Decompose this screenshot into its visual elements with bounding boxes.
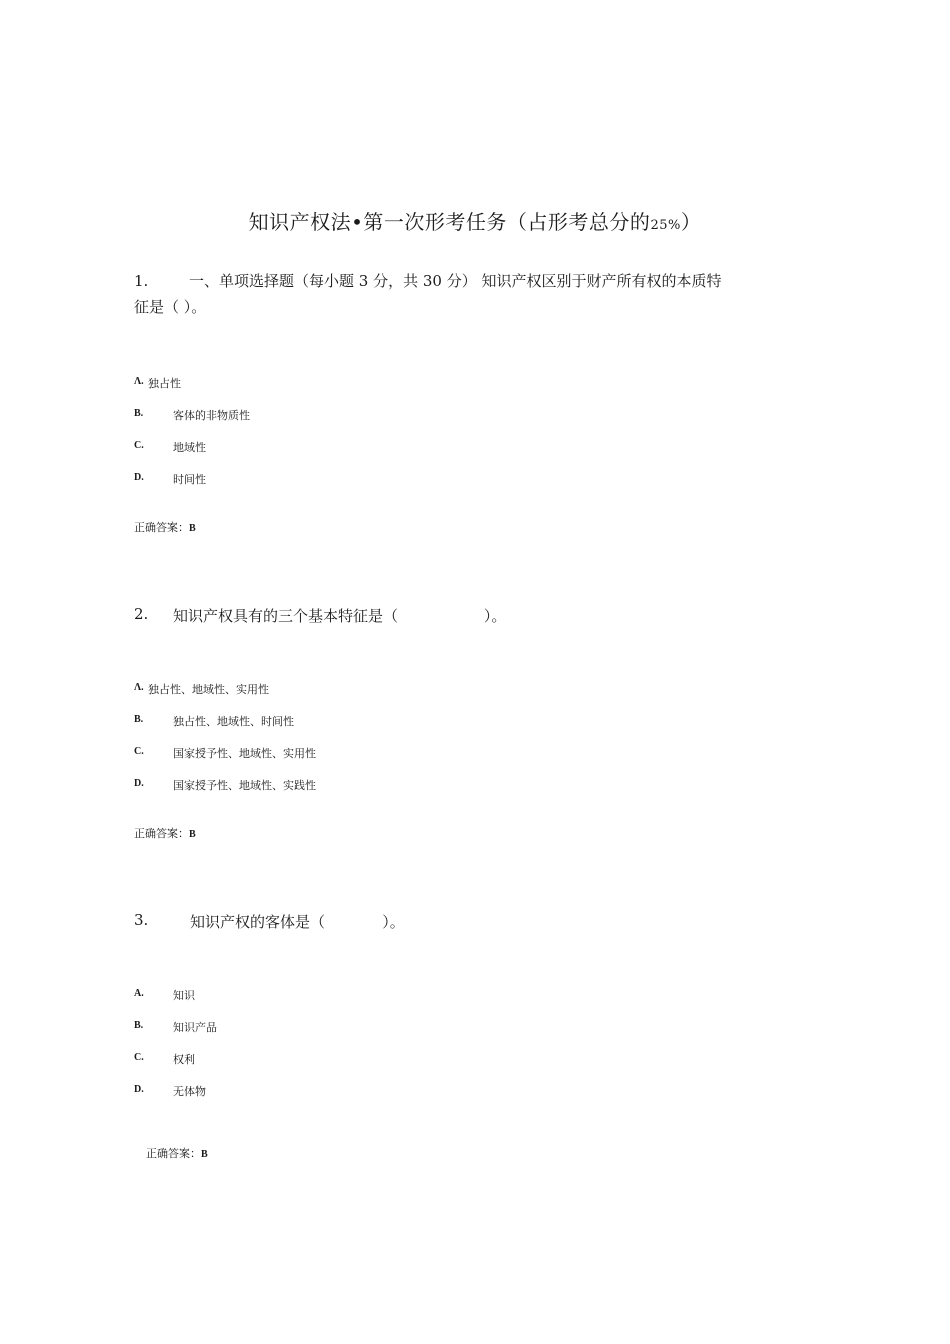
- option-letter: Λ.: [134, 376, 144, 387]
- answer-value: B: [189, 829, 196, 840]
- option-letter: C.: [134, 746, 144, 757]
- question-text-line-1: 一、单项选择题（每小题 3 分，共 30 分） 知识产权区别于财产所有权的本质特: [189, 272, 722, 290]
- option-letter: D.: [134, 472, 144, 483]
- question-number: 1.: [134, 272, 149, 290]
- option-text: 客体的非物质性: [173, 409, 250, 422]
- answer-value: B: [201, 1149, 208, 1160]
- option-text: 权利: [173, 1053, 195, 1066]
- question-number: 2.: [134, 605, 149, 623]
- question-number: 3.: [134, 911, 149, 929]
- option-text: 知识: [173, 989, 195, 1002]
- option-text: 国家授予性、地域性、实践性: [173, 779, 316, 792]
- question-text: 知识产权的客体是（ ）。: [190, 913, 405, 931]
- page-title: [0, 206, 950, 235]
- correct-answer: [146, 1145, 208, 1161]
- answer-label: 正确答案：: [134, 521, 189, 534]
- answer-label: 正确答案：: [146, 1147, 201, 1160]
- option-text: 无体物: [173, 1085, 206, 1098]
- option-text: 国家授予性、地域性、实用性: [173, 747, 316, 760]
- title-percent: 25%: [650, 218, 681, 233]
- correct-answer: [134, 825, 196, 841]
- option-text: 时间性: [173, 473, 206, 486]
- option-text: 独占性、地域性、实用性: [148, 683, 269, 696]
- option-text: 独占性、地域性、时间性: [173, 715, 294, 728]
- question-text: [134, 268, 721, 320]
- title-close: ）: [680, 210, 702, 234]
- option-letter: D.: [134, 1084, 144, 1095]
- correct-answer: [134, 519, 196, 535]
- option-letter: Λ.: [134, 682, 144, 693]
- answer-value: B: [189, 523, 196, 534]
- title-main: 知识产权法•第一次形考任务（占形考总分的: [248, 210, 651, 234]
- option-letter: C.: [134, 440, 144, 451]
- option-text: 地域性: [173, 441, 206, 454]
- option-letter: A.: [134, 988, 144, 999]
- option-letter: B.: [134, 1020, 144, 1031]
- answer-label: 正确答案：: [134, 827, 189, 840]
- option-text: 知识产品: [173, 1021, 217, 1034]
- question-text: 知识产权具有的三个基本特征是（ ）。: [173, 607, 507, 625]
- option-letter: B.: [134, 714, 144, 725]
- option-letter: B.: [134, 408, 144, 419]
- question-text-line-2: 征是（ ）。: [134, 298, 207, 316]
- option-letter: C.: [134, 1052, 144, 1063]
- option-letter: D.: [134, 778, 144, 789]
- option-text: 独占性: [148, 377, 181, 390]
